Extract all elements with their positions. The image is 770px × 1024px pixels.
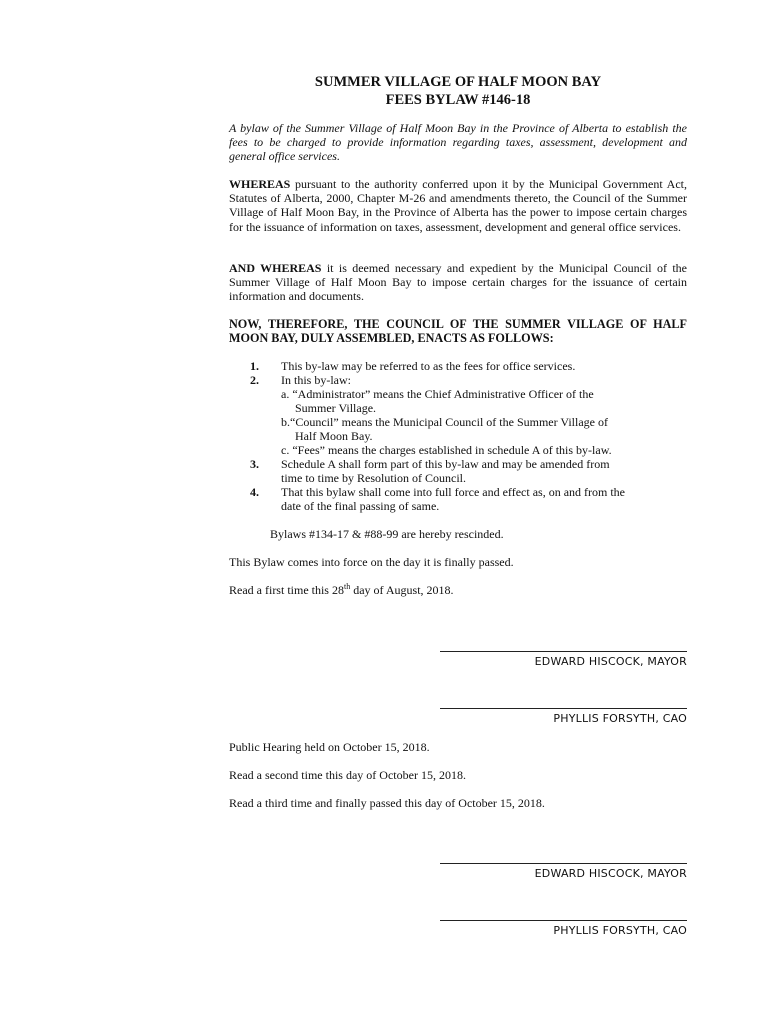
definition-administrator-cont: Summer Village. — [295, 401, 377, 415]
item-number-3: 3. — [250, 457, 259, 471]
intro-paragraph: A bylaw of the Summer Village of Half Moon Bay in the Province of Alberta to establish the fees to be charged to provide information regarding taxes, assessment, development and general office services. — [229, 121, 687, 164]
document-title: SUMMER VILLAGE OF HALF MOON BAY — [314, 74, 602, 90]
whereas-lead: WHEREAS — [229, 177, 291, 191]
first-reading-date: day of August, 2018. — [350, 583, 454, 597]
and-whereas-text: it is deemed necessary and expedient by the Municipal Council of the Summer Village of Half Moon Bay to impose certain charges for the issuance of certain information and documents. — [229, 261, 687, 304]
mayor-name-final: EDWARD HISCOCK, MAYOR — [534, 867, 687, 880]
mayor-signature-line — [440, 651, 687, 652]
in-force-statement: This Bylaw comes into force on the day it is finally passed. — [229, 555, 514, 569]
mayor-signature-line-final — [440, 863, 687, 864]
cao-signature-line — [440, 708, 687, 709]
second-reading: Read a second time this day of October 15, 2018. — [229, 768, 466, 782]
item-number-1: 1. — [250, 359, 259, 373]
definition-council-cont: Half Moon Bay. — [295, 429, 373, 443]
definition-administrator: a. “Administrator” means the Chief Administrative Officer of the — [281, 387, 594, 401]
item-1-text: This by-law may be referred to as the fees for office services. — [281, 359, 576, 373]
first-reading-text: Read a first time this 28 — [229, 583, 344, 597]
whereas-text: pursuant to the authority conferred upon it by the Municipal Government Act, Statutes of Alberta, 2000, Chapter M-26 and amendments thereto, the Council of the Summer Village of Half Moon Bay, in the Province of Alberta has the power to impose certain charges for the issuance of information on taxes, assessment, development and general office services. — [229, 177, 687, 234]
cao-signature-line-final — [440, 920, 687, 921]
mayor-name: EDWARD HISCOCK, MAYOR — [534, 655, 687, 668]
third-reading: Read a third time and finally passed this day of October 15, 2018. — [229, 796, 545, 810]
and-whereas-lead: AND WHEREAS — [229, 261, 322, 275]
definition-fees: c. “Fees” means the charges established in schedule A of this by-law. — [281, 443, 612, 457]
item-4-text: That this bylaw shall come into full force and effect as, on and from the — [281, 485, 626, 499]
public-hearing: Public Hearing held on October 15, 2018. — [229, 740, 430, 754]
item-number-2: 2. — [250, 373, 259, 387]
first-reading-ordinal: th — [343, 582, 351, 591]
item-2-text: In this by-law: — [281, 373, 351, 387]
first-reading — [229, 583, 454, 597]
item-3-text-cont: time to time by Resolution of Council. — [281, 471, 466, 485]
item-number-4: 4. — [250, 485, 259, 499]
and-whereas-paragraph — [229, 261, 687, 304]
item-4-text-cont: date of the final passing of same. — [281, 499, 440, 513]
enacting-clause: NOW, THEREFORE, THE COUNCIL OF THE SUMMER VILLAGE OF HALF MOON BAY, DULY ASSEMBLED, ENACTS AS FOLLOWS: — [229, 317, 687, 346]
whereas-paragraph — [229, 177, 687, 234]
rescinded-note: Bylaws #134-17 & #88-99 are hereby rescinded. — [270, 527, 504, 541]
bylaw-number: FEES BYLAW #146-18 — [385, 92, 531, 108]
cao-name: PHYLLIS FORSYTH, CAO — [553, 712, 687, 725]
cao-name-final: PHYLLIS FORSYTH, CAO — [553, 924, 687, 937]
item-3-text: Schedule A shall form part of this by-law and may be amended from — [281, 457, 610, 471]
definition-council: b.“Council” means the Municipal Council of the Summer Village of — [281, 415, 608, 429]
